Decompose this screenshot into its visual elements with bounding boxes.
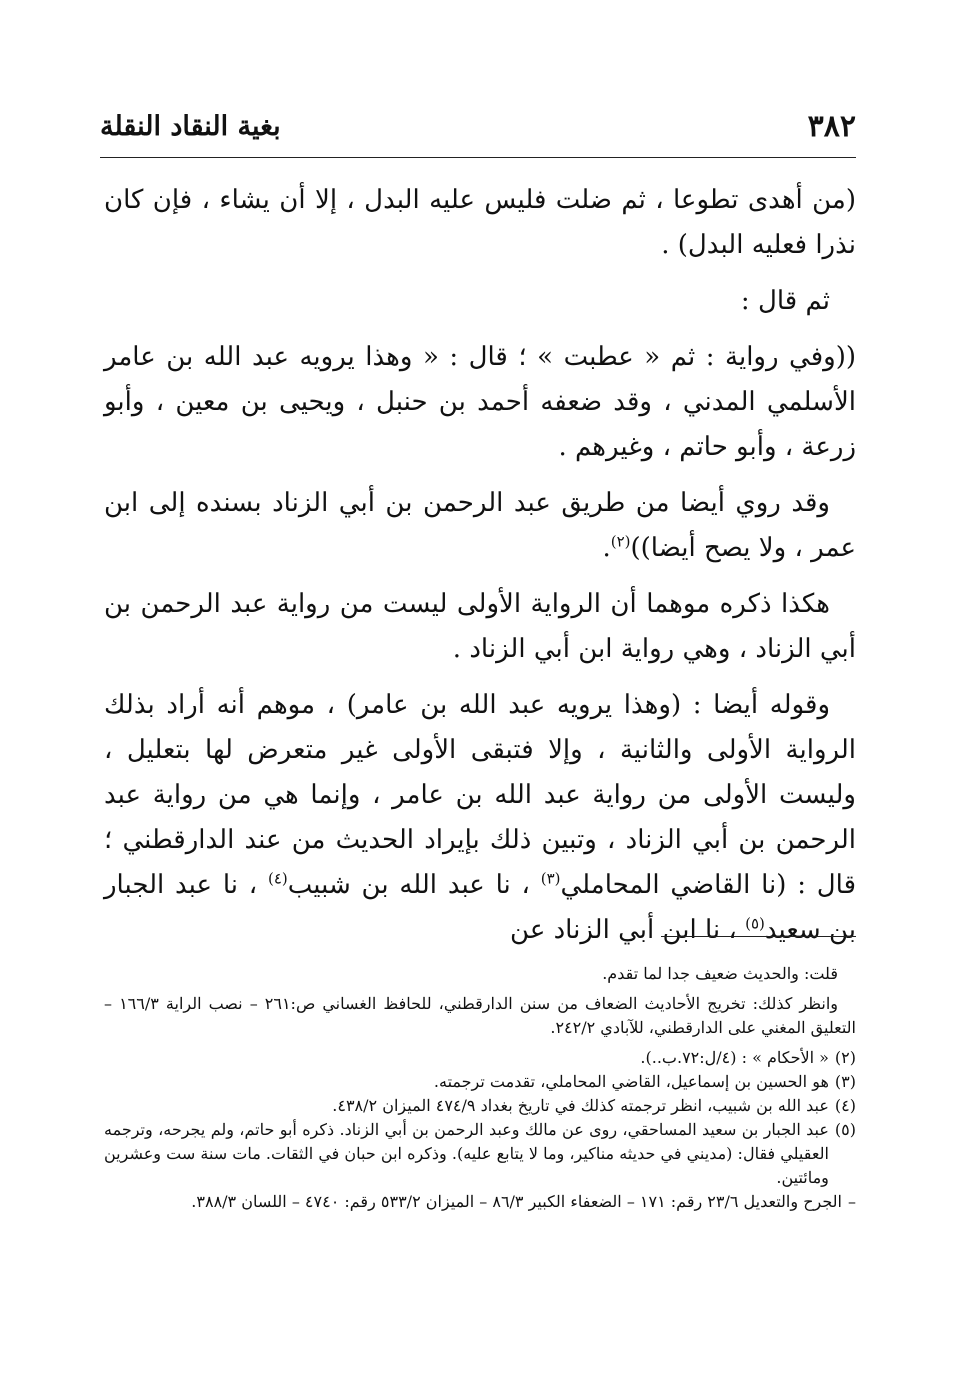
book-title: بغية النقاد النقلة <box>100 110 281 142</box>
paragraph-4-end: . <box>602 533 611 563</box>
footnote-5-sources-text: الجرح والتعديل ٢٣/٦ رقم: ١٧١ – الضعفاء الكبير ٨٦/٣ – الميزان ٥٣٣/٢ رقم: ٤٧٤٠ – اللسان ٣٨٨/٣. <box>191 1192 842 1211</box>
footnote-2-text: « الأحكام » : (٤/ل:٧٢.ب..). <box>640 1048 829 1067</box>
footnote-3-number: (٣) <box>834 1072 856 1091</box>
footnote-ref-5[interactable]: (٥) <box>745 914 765 933</box>
footnote-2 <box>104 1046 856 1070</box>
footnote-2-number: (٢) <box>834 1048 856 1067</box>
footnote-5-text: عبد الجبار بن سعيد المساحقي، روى عن مالك وعبد الرحمن بن أبي الزناد. ذكره أبو حاتم، ولم يجرحه، وترجمه العقيلي فقال: (مديني في حديثه مناكير، وما لا يتابع عليه). وذكره ابن حبان في الثقات. مات سنة ست وعشرين ومائتين. <box>104 1120 829 1187</box>
footnote-continuation-2: وانظر كذلك: تخريج الأحاديث الضعاف من سنن الدارقطني، للحافظ الغساني ص:٢٦١ – نصب الراية ١٦٦/٣ – التعليق المغني على الدارقطني، للآبادي ٢٤٢/٢. <box>104 994 856 1037</box>
running-header <box>100 98 856 154</box>
paragraph-6-part-2: ، نا عبد الله بن شبيب <box>287 870 541 900</box>
paragraph-6 <box>104 683 856 953</box>
footnote-5 <box>104 1118 856 1190</box>
footnote-5-sources <box>104 1190 856 1214</box>
paragraph-6-part-3: ، نا عبد الجبار بن سعيد <box>104 870 856 945</box>
footnote-ref-4[interactable]: (٤) <box>267 869 288 888</box>
footnote-3-text: هو الحسين بن إسماعيل، القاضي المحاملي، تقدمت ترجمته. <box>433 1072 829 1091</box>
paragraph-3: ((وفي رواية : ثم « عطبت » ؛ قال : « وهذا يرويه عبد الله بن عامر الأسلمي المدني ، وقد ضعفه أحمد بن حنبل ، ويحيى بن معين ، وأبو زرعة ، وأبو حاتم ، وغيرهم . <box>104 342 856 462</box>
paragraph-6-part-4: ، نا ابن أبي الزناد عن <box>510 915 746 945</box>
paragraph-6-part-1: وقوله أيضا : (وهذا يرويه عبد الله بن عامر) ، موهم أنه أراد بذلك الرواية الأولى والثانية ، وإلا فتبقى الأولى غير متعرض لها بتعليل ، وليست الأولى من رواية عبد الله بن عامر ، وإنما هي من رواية عبد الرحمن بن أبي الزناد ، وتبين ذلك بإيراد الحديث من عند الدارقطني ؛ قال : (نا القاضي المحاملي <box>104 690 857 900</box>
footnote-ref-2[interactable]: (٢) <box>610 532 631 551</box>
paragraph-4 <box>104 481 856 571</box>
footnotes <box>104 962 856 1214</box>
footnote-4-number: (٤) <box>834 1096 856 1115</box>
footnote-3 <box>104 1070 856 1094</box>
page-number: ٣٨٢ <box>807 108 856 144</box>
footnote-continuation-1: قلت: والحديث ضعيف جدا لما تقدم. <box>602 964 838 983</box>
footnote-4-text: عبد الله بن شبيب، انظر ترجمته كذلك في تاريخ بغداد ٤٧٤/٩ الميزان ٤٣٨/٢. <box>332 1096 829 1115</box>
header-divider <box>100 157 856 158</box>
footnote-ref-3[interactable]: (٣) <box>540 869 561 888</box>
paragraph-4-text: وقد روي أيضا من طريق عبد الرحمن بن أبي الزناد بسنده إلى ابن عمر ، ولا يصح أيضا)) <box>104 488 856 563</box>
footnote-5-sources-dash: – <box>848 1192 856 1211</box>
footnote-4 <box>104 1094 856 1118</box>
main-text <box>104 178 856 964</box>
paragraph-5: هكذا ذكره موهما أن الرواية الأولى ليست من رواية عبد الرحمن بن أبي الزناد ، وهي رواية ابن أبي الزناد . <box>104 589 856 664</box>
paragraph-2: ثم قال : <box>740 286 830 316</box>
paragraph-1: (من أهدى تطوعا ، ثم ضلت فليس عليه البدل ، إلا أن يشاء ، فإن كان نذرا فعليه البدل) . <box>104 185 856 260</box>
footnote-divider <box>661 936 856 937</box>
footnote-5-number: (٥) <box>834 1120 856 1139</box>
